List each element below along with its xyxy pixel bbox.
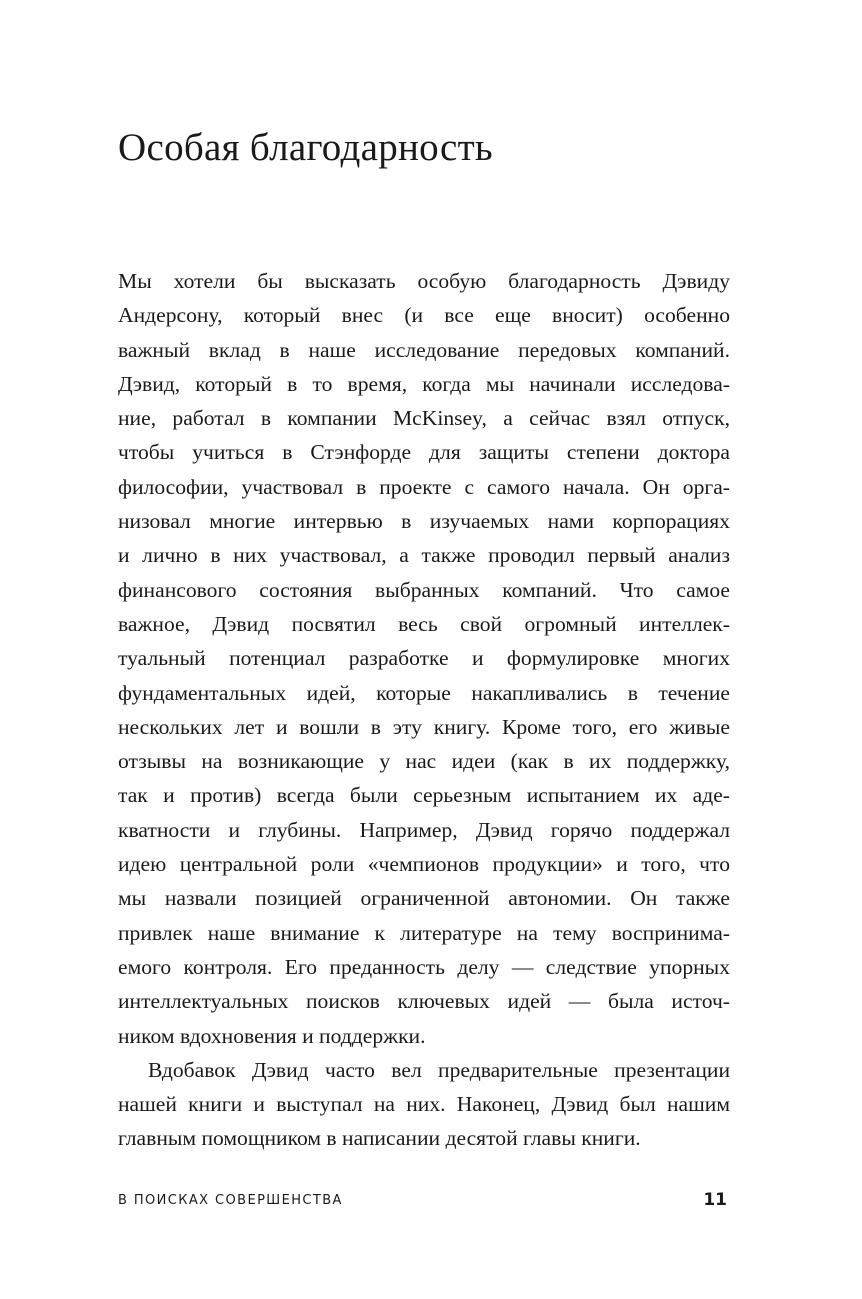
text-line: финансового состояния выбранных компаний. Что самое (118, 577, 730, 602)
text-line: и лично в них участвовал, а также проводил первый анализ (118, 543, 730, 568)
text-line: философии, участвовал в проекте с самого начала. Он орга- (118, 474, 730, 499)
text-line: Дэвид, который в то время, когда мы начинали исследова- (118, 371, 730, 396)
text-line: идею центральной роли «чемпионов продукции» и того, что (118, 852, 730, 877)
page-number: 11 (703, 1190, 727, 1210)
text-line: так и против) всегда были серьезным испытанием их аде- (118, 783, 730, 808)
text-line: ние, работал в компании McKinsey, а сейчас взял отпуск, (118, 406, 730, 431)
text-line: емого контроля. Его преданность делу — следствие упорных (118, 954, 730, 979)
text-line: важное, Дэвид посвятил весь свой огромный интеллек- (118, 611, 730, 636)
text-line: отзывы на возникающие у нас идеи (как в их поддержку, (118, 749, 730, 774)
text-line: нескольких лет и вошли в эту книгу. Кроме того, его живые (118, 714, 730, 739)
text-line: Вдобавок Дэвид часто вел предварительные презентации (148, 1057, 730, 1082)
text-line: важный вклад в наше исследование передовых компаний. (118, 337, 730, 362)
text-line: Андерсону, который внес (и все еще вносит) особенно (118, 303, 730, 328)
text-line: туальный потенциал разработке и формулировке многих (118, 646, 730, 671)
page-title: Особая благодарность (118, 126, 493, 169)
text-line: фундаментальных идей, которые накапливались в течение (118, 680, 730, 705)
text-line: привлек наше внимание к литературе на тему воспринима- (118, 920, 730, 945)
text-line: нашей книги и выступал на них. Наконец, Дэвид был нашим (118, 1092, 730, 1117)
text-line: мы назвали позицией ограниченной автономии. Он также (118, 886, 730, 911)
text-line: главным помощником в написании десятой главы книги. (118, 1126, 641, 1151)
body-text (118, 264, 730, 1156)
text-line: Мы хотели бы высказать особую благодарность Дэвиду (118, 269, 730, 293)
text-line: низовал многие интервью в изучаемых нами корпорациях (118, 509, 730, 534)
text-line: ником вдохновения и поддержки. (118, 1023, 426, 1048)
text-line: интеллектуальных поисков ключевых идей — была источ- (118, 989, 730, 1014)
running-footer-title: В ПОИСКАХ СОВЕРШЕНСТВА (118, 1193, 343, 1208)
text-line: чтобы учиться в Стэнфорде для защиты степени доктора (118, 440, 730, 465)
text-line: кватности и глубины. Например, Дэвид горячо поддержал (118, 817, 730, 842)
